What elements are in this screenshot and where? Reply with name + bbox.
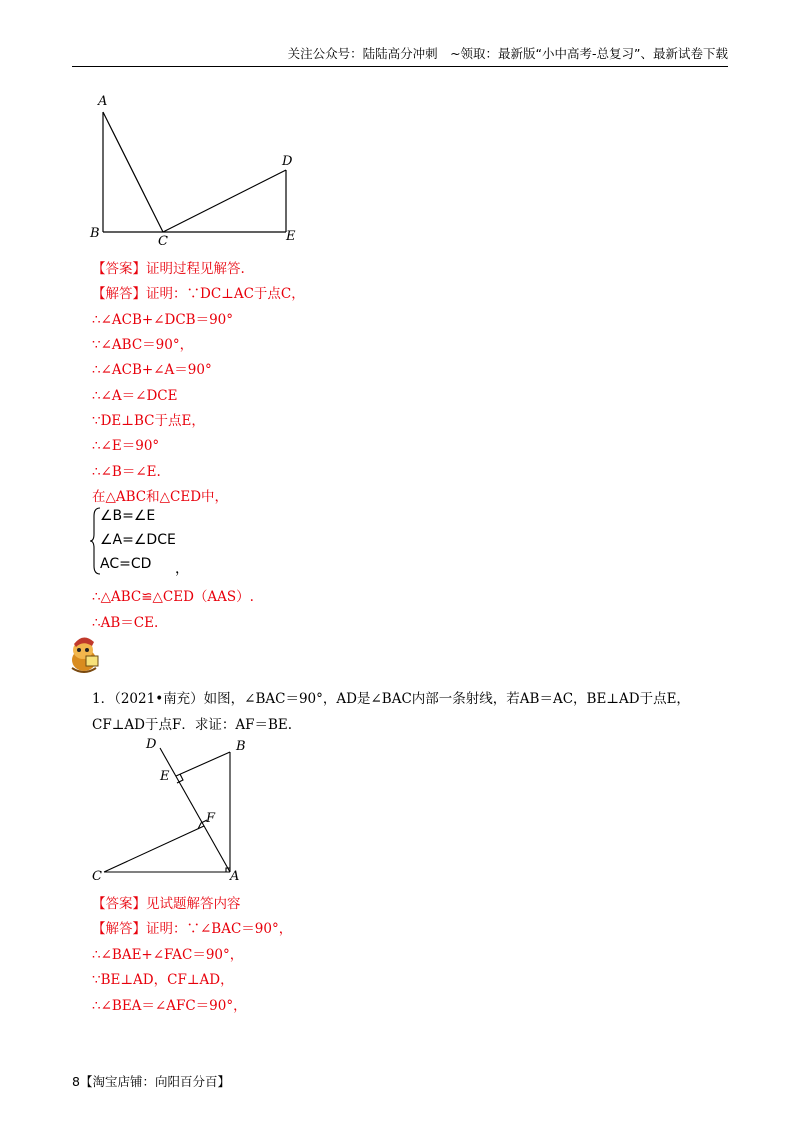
answer-text: 证明过程见解答. <box>146 261 245 277</box>
proof-line: ∴∠ACB+∠DCB＝90° <box>92 312 234 328</box>
proof-line: ∵DE⊥BC于点E， <box>92 413 205 429</box>
brace-row: ∠A=∠DCE <box>100 532 176 548</box>
label-e: E <box>160 769 170 784</box>
segment-be <box>176 752 230 776</box>
proof-line: ∴∠BAE+∠FAC＝90°， <box>92 947 244 963</box>
page-header: 关注公众号：陆陆高分冲刺 ~领取：最新版“小中高考-总复习”、最新试卷下载 <box>72 44 728 67</box>
answer-tag: 【答案】 <box>92 261 146 277</box>
analysis-text: 证明：∵DC⊥AC于点C， <box>146 286 305 302</box>
analysis-tag: 【解答】 <box>92 286 146 302</box>
question-line-1: 1．（2021•南充）如图，∠BAC＝90°，AD是∠BAC内部一条射线，若AB＝AC，BE⊥AD于点E， <box>92 691 690 707</box>
segment-cf <box>104 826 204 872</box>
brace-row: AC=CD <box>100 556 152 572</box>
analysis-tag: 【解答】 <box>92 921 146 937</box>
label-b: B <box>90 226 100 241</box>
question-line-2: CF⊥AD于点F．求证：AF＝BE. <box>92 717 293 733</box>
brace-comma: ， <box>175 561 189 577</box>
answer-line-1 <box>92 257 245 277</box>
proof-line: ∴∠B＝∠E. <box>92 464 161 480</box>
ray-ad <box>160 748 230 872</box>
label-c: C <box>92 869 102 884</box>
figure-2 <box>88 734 268 884</box>
analysis-text: 证明：∵∠BAC＝90°， <box>146 921 293 937</box>
figure-1 <box>80 90 320 250</box>
proof-line: ∴AB＝CE. <box>92 615 159 631</box>
proof-line: ∴∠E＝90° <box>92 438 160 454</box>
analysis-line-2 <box>92 917 292 937</box>
answer-tag: 【答案】 <box>92 896 146 912</box>
mascot-icon <box>66 632 102 674</box>
label-b: B <box>236 739 246 754</box>
label-f: F <box>206 811 216 826</box>
answer-line-2 <box>92 892 241 912</box>
segment-cd <box>163 170 286 232</box>
proof-line: ∴∠BEA＝∠AFC＝90°， <box>92 998 247 1014</box>
label-a: A <box>230 869 240 884</box>
analysis-line-1 <box>92 282 305 302</box>
answer-text: 见试题解答内容 <box>146 896 241 912</box>
proof-line: ∴∠A＝∠DCE <box>92 388 178 404</box>
label-d: D <box>282 154 293 169</box>
label-d: D <box>146 737 157 752</box>
label-a: A <box>98 94 108 109</box>
segment-ac <box>103 112 163 232</box>
label-c: C <box>158 234 168 249</box>
proof-line: ∴∠ACB+∠A＝90° <box>92 362 212 378</box>
proof-line: ∵BE⊥AD，CF⊥AD， <box>92 972 234 988</box>
page-footer: 8【淘宝店铺：向阳百分百】 <box>72 1074 230 1089</box>
proof-line: 在△ABC和△CED中， <box>92 489 229 505</box>
proof-line: ∵∠ABC＝90°， <box>92 337 194 353</box>
proof-line: ∴△ABC≌△CED（AAS）. <box>92 589 254 605</box>
label-e: E <box>286 229 296 244</box>
brace-system <box>90 506 210 576</box>
brace-row: ∠B=∠E <box>100 508 156 524</box>
